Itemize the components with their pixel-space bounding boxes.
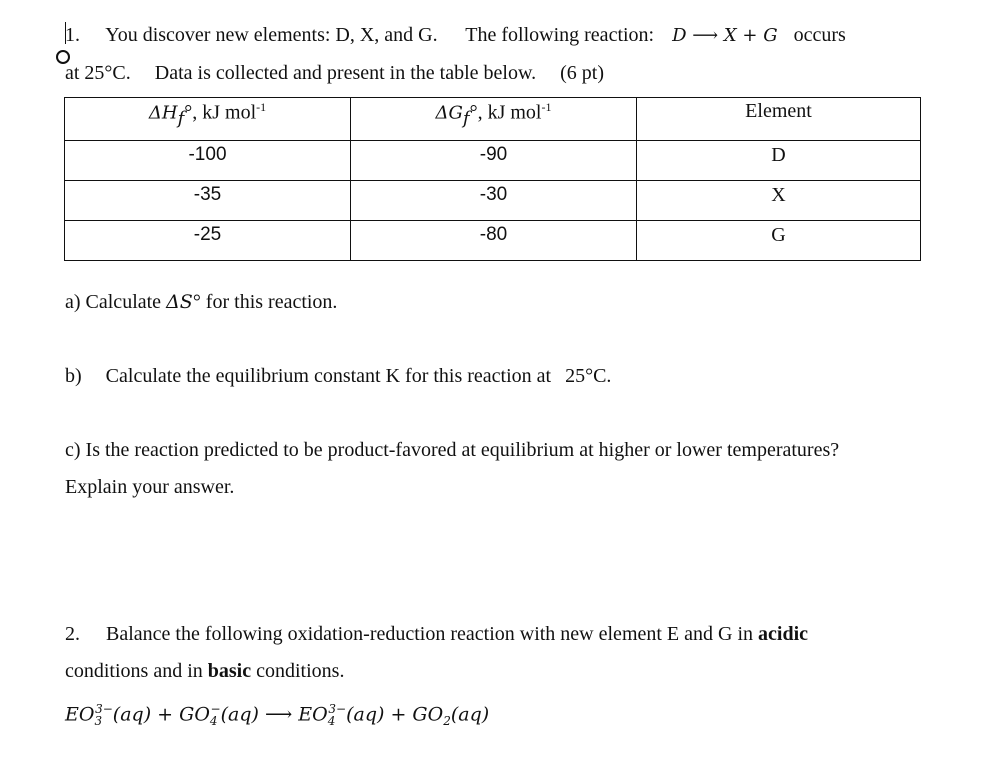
gibbs-cell: -30 (351, 181, 637, 221)
part-a-suffix: ° for this reaction. (192, 291, 338, 313)
element-cell: D (637, 141, 921, 181)
question-1-number: 1. (65, 24, 80, 46)
part-c-line-1: c) Is the reaction predicted to be product-favored at equilibrium at higher or lower temperatures? (65, 439, 840, 461)
data-description: Data is collected and present in the table below. (154, 62, 537, 84)
acidic-label: acidic (758, 623, 809, 645)
gibbs-cell: -90 (351, 141, 637, 181)
part-c-line-2: Explain your answer. (65, 476, 235, 498)
reaction-equation: D ⟶ X + G (672, 25, 778, 46)
part-b-temperature: 25°C. (565, 365, 612, 387)
points-label: (6 pt) (560, 62, 605, 84)
enthalpy-cell: -100 (65, 141, 351, 181)
question-1-intro-a: You discover new elements: D, X, and G. (105, 24, 438, 46)
part-a-prefix: a) Calculate (65, 291, 167, 313)
table-row (65, 181, 921, 221)
enthalpy-cell: -35 (65, 181, 351, 221)
gibbs-cell: -80 (351, 221, 637, 261)
column-header-element: Element (637, 98, 921, 141)
enthalpy-cell: -25 (65, 221, 351, 261)
question-1-intro-b: The following reaction: (465, 24, 655, 46)
entropy-symbol: ΔS (166, 291, 193, 313)
element-cell: X (637, 181, 921, 221)
question-2-line-2 (65, 659, 344, 683)
element-cell: G (637, 221, 921, 261)
column-header-gibbs: $\Delta G_f^\circ$, kJ mol$^{-1}$ (351, 98, 637, 141)
table-row (65, 141, 921, 181)
question-2-text-a: Balance the following oxidation-reduction reaction with new element E and G in (106, 623, 754, 645)
temperature-text: at 25°C. (65, 62, 131, 84)
part-b-label: b) (65, 365, 82, 387)
occurs-text: occurs (793, 24, 846, 46)
question-2-text-b: conditions and in (65, 660, 203, 682)
question-2-number: 2. (65, 623, 80, 645)
question-2-text-c: conditions. (256, 660, 345, 682)
table-row (65, 221, 921, 261)
basic-label: basic (207, 660, 252, 682)
question-2-line-1 (65, 622, 808, 646)
column-header-enthalpy: $\Delta H_f^\circ$, kJ mol$^{-1}$ (65, 98, 351, 141)
part-b (65, 364, 611, 388)
thermo-data-table (64, 97, 921, 261)
redox-equation: $EO_3^{3-}(aq) + GO_4^-(aq)$ ⟶ $EO_4^{3-}(aq) + GO_2(aq)$ (65, 702, 490, 729)
question-1-line-1 (65, 23, 846, 48)
part-a (65, 290, 337, 314)
part-b-text: Calculate the equilibrium constant K for this reaction at (105, 365, 552, 387)
question-1-line-2 (65, 61, 604, 85)
